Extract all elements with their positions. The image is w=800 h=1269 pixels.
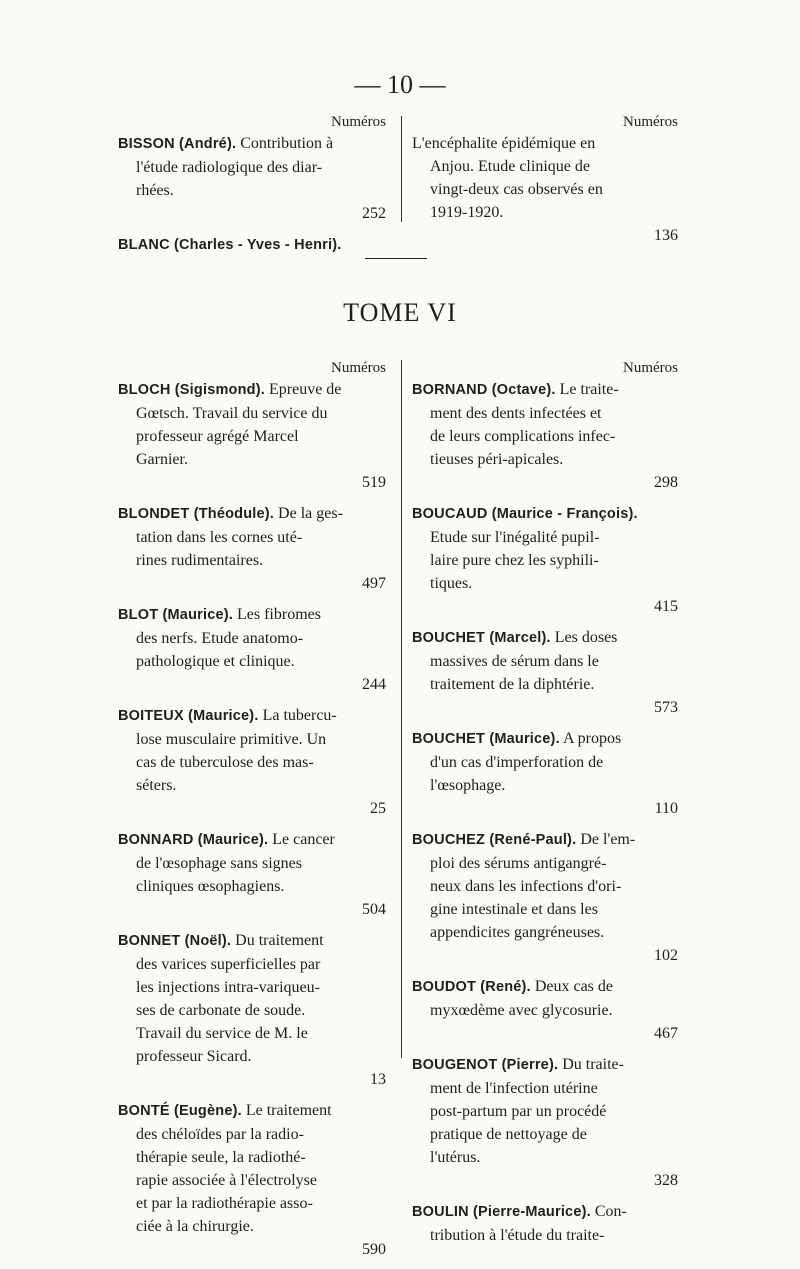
entry-line	[412, 921, 678, 944]
entry-number: 504	[362, 901, 386, 918]
entry-line-text	[136, 731, 326, 748]
entry-line	[118, 898, 386, 921]
entry-line	[412, 650, 678, 673]
entry-line	[118, 378, 386, 402]
entry-line-text	[136, 630, 303, 647]
title-text: 1919-1920.	[430, 204, 504, 221]
index-entry	[412, 1053, 678, 1192]
entry-line-text	[430, 653, 599, 670]
entry-line	[118, 156, 386, 179]
entry-line	[118, 572, 386, 595]
entry-line-text	[430, 405, 602, 422]
author-name: BLOT (Maurice).	[118, 607, 233, 623]
entry-line	[412, 1169, 678, 1192]
index-entry	[118, 378, 386, 494]
title-text: l'œsophage.	[430, 777, 506, 794]
entry-line-text	[430, 1126, 587, 1143]
entry-line	[412, 201, 678, 224]
author-name: BOUCHEZ (René-Paul).	[412, 832, 577, 848]
index-entry	[412, 828, 678, 967]
title-text: gine intestinale et dans les	[430, 901, 598, 918]
author-name: BOUCAUD (Maurice - François).	[412, 506, 638, 522]
title-text: myxœdème avec glycosurie.	[430, 1002, 613, 1019]
entry-line-text	[118, 381, 341, 398]
entry-line-text	[118, 505, 343, 522]
title-text: tieuses péri-apicales.	[430, 451, 564, 468]
title-text: pratique de nettoyage de	[430, 1126, 587, 1143]
title-text: ploi des sérums antigangré-	[430, 855, 607, 872]
entry-number: 110	[654, 800, 678, 817]
numeros-label: Numéros	[623, 360, 678, 376]
entry-line-text	[430, 924, 604, 941]
title-text: rapie associée à l'électrolyse	[136, 1172, 318, 1189]
entry-line	[118, 953, 386, 976]
title-text: post-partum par un procédé	[430, 1103, 607, 1120]
title-text: De l'em-	[580, 831, 636, 848]
entry-line-text	[136, 1126, 304, 1143]
entry-line	[412, 178, 678, 201]
entry-line	[412, 378, 678, 402]
index-entry	[118, 603, 386, 696]
entry-number: 415	[654, 598, 678, 615]
entry-line	[412, 402, 678, 425]
entry-line-text	[430, 158, 590, 175]
entry-line	[412, 1100, 678, 1123]
entry-line-text	[412, 135, 595, 152]
title-text: Du traitement	[235, 932, 324, 949]
title-text: pathologique et clinique.	[136, 653, 295, 670]
entry-line-text	[136, 653, 295, 670]
entry-line-text	[136, 1149, 306, 1166]
entry-line-text	[412, 505, 638, 522]
index-entry	[412, 132, 678, 247]
entry-line-text	[412, 629, 617, 646]
entry-line-text	[430, 901, 598, 918]
title-text: Contribution à	[240, 135, 334, 152]
entry-number: 497	[362, 575, 386, 592]
title-text: vingt-deux cas observés en	[430, 181, 603, 198]
entry-line-text	[136, 428, 299, 445]
title-text: lose musculaire primitive. Un	[136, 731, 327, 748]
title-text: de leurs complications infec-	[430, 428, 616, 445]
title-text: traitement de la diphtérie.	[430, 676, 595, 693]
numeros-label: Numéros	[331, 114, 386, 130]
entry-line-text	[430, 777, 505, 794]
title-text: tribution à l'étude du traite-	[430, 1227, 605, 1244]
page-number: — 10 —	[354, 70, 446, 99]
top-index-section	[118, 112, 683, 265]
entry-line-text	[412, 730, 621, 747]
entry-line	[118, 202, 386, 225]
tome-columns	[118, 358, 683, 1269]
entry-line	[118, 1068, 386, 1091]
entry-line-text	[136, 878, 284, 895]
entry-line	[118, 526, 386, 549]
title-text: Gœtsch. Travail du service du	[136, 405, 328, 422]
entry-line-text	[412, 1203, 627, 1220]
index-entry	[118, 704, 386, 820]
entry-line-text	[430, 878, 621, 895]
title-text: Etude sur l'inégalité pupil-	[430, 529, 600, 546]
title-text: cas de tuberculose des mas-	[136, 754, 314, 771]
entry-line-text	[412, 381, 619, 398]
entry-line-text	[136, 754, 314, 771]
entry-line	[118, 976, 386, 999]
numeros-label: Numéros	[331, 360, 386, 376]
entry-line-text	[136, 405, 328, 422]
entry-line-text	[430, 1227, 604, 1244]
index-entry	[412, 378, 678, 494]
author-name: BISSON (André).	[118, 136, 237, 152]
title-text: tiques.	[430, 575, 473, 592]
title-text: tation dans les cornes uté-	[136, 529, 303, 546]
index-entry	[412, 626, 678, 719]
title-text: et par la radiothérapie asso-	[136, 1195, 313, 1212]
entry-line	[412, 1146, 678, 1169]
title-text: rhées.	[136, 182, 174, 199]
entry-line	[118, 1045, 386, 1068]
entry-line	[118, 728, 386, 751]
title-text: laire pure chez les syphili-	[430, 552, 599, 569]
author-name: BOUCHET (Marcel).	[412, 630, 551, 646]
index-entry	[118, 132, 386, 225]
title-text: de l'œsophage sans signes	[136, 855, 302, 872]
title-text: La tubercu-	[262, 707, 337, 724]
title-text: l'utérus.	[430, 1149, 481, 1166]
entry-line	[412, 898, 678, 921]
author-name: BONNET (Noël).	[118, 933, 232, 949]
entry-line	[118, 1169, 386, 1192]
index-entry	[412, 975, 678, 1045]
entry-number: 590	[362, 1241, 386, 1258]
entry-line	[118, 425, 386, 448]
title-text: Le cancer	[272, 831, 335, 848]
entry-line-text	[430, 575, 472, 592]
entry-number: 102	[654, 947, 678, 964]
column-divider	[401, 360, 402, 1058]
title-text: massives de sérum dans le	[430, 653, 599, 670]
index-entry	[118, 828, 386, 921]
entry-line	[118, 549, 386, 572]
entry-number: 328	[654, 1172, 678, 1189]
entry-line-text	[136, 529, 302, 546]
author-name: BOUCHET (Maurice).	[412, 731, 560, 747]
entry-line-text	[430, 204, 503, 221]
author-name: BORNAND (Octave).	[412, 382, 556, 398]
entry-line	[412, 471, 678, 494]
entry-line-text	[118, 135, 333, 152]
entry-line	[118, 233, 386, 257]
entry-line-text	[430, 529, 600, 546]
entry-number: 298	[654, 474, 678, 491]
column-divider	[401, 116, 402, 222]
entry-line	[118, 1022, 386, 1045]
title-text: A propos	[562, 730, 622, 747]
author-name: BOUDOT (René).	[412, 979, 531, 995]
entry-line	[412, 1123, 678, 1146]
entry-line	[118, 751, 386, 774]
entry-line-text	[430, 1080, 598, 1097]
entry-line	[412, 774, 678, 797]
title-text: Le traite-	[559, 381, 619, 398]
title-text: ment des dents infectées et	[430, 405, 602, 422]
title-text: professeur agrégé Marcel	[136, 428, 299, 445]
entry-line	[118, 1099, 386, 1123]
entry-line	[412, 751, 678, 774]
entry-line-text	[136, 979, 320, 996]
entry-line	[412, 595, 678, 618]
top-right-column	[398, 112, 678, 265]
entry-line-text	[118, 831, 335, 848]
entry-line-text	[430, 855, 606, 872]
entry-number: 252	[362, 205, 386, 222]
entry-line-text	[430, 1002, 613, 1019]
entry-line	[412, 1077, 678, 1100]
title-text: séters.	[136, 777, 177, 794]
entry-line-text	[430, 181, 603, 198]
entry-line-text	[430, 1103, 606, 1120]
index-entry	[412, 1200, 678, 1247]
entry-line	[118, 402, 386, 425]
entry-line	[118, 999, 386, 1022]
author-name: BOITEUX (Maurice).	[118, 708, 259, 724]
title-text: Les fibromes	[236, 606, 321, 623]
entry-number: 467	[654, 1025, 678, 1042]
entry-line	[412, 673, 678, 696]
author-name: BOUGENOT (Pierre).	[412, 1057, 559, 1073]
title-text: Con-	[594, 1203, 627, 1220]
title-text: appendicites gangréneuses.	[430, 924, 605, 941]
entry-line	[412, 696, 678, 719]
entry-line	[412, 502, 678, 526]
entry-line	[118, 774, 386, 797]
entry-line-text	[118, 932, 324, 949]
entry-line	[118, 179, 386, 202]
entry-line	[118, 502, 386, 526]
entry-line	[118, 1238, 386, 1261]
author-name: BLANC (Charles - Yves - Henri).	[118, 237, 342, 253]
entry-line-text	[430, 1149, 480, 1166]
entry-line	[118, 704, 386, 728]
entry-line-text	[430, 754, 603, 771]
entry-line-text	[136, 159, 322, 176]
index-entry	[118, 502, 386, 595]
entry-number: 573	[654, 699, 678, 716]
entry-line-text	[136, 552, 263, 569]
entry-line	[412, 572, 678, 595]
entry-line-text	[430, 552, 599, 569]
title-text: professeur Sicard.	[136, 1048, 252, 1065]
title-text: De la ges-	[278, 505, 343, 522]
entry-line-text	[136, 777, 176, 794]
title-text: Du traite-	[562, 1056, 624, 1073]
entry-line	[412, 448, 678, 471]
title-text: thérapie seule, la radiothé-	[136, 1149, 306, 1166]
entry-line	[412, 526, 678, 549]
title-text: les injections intra-variqueu-	[136, 979, 320, 996]
entry-line	[412, 1053, 678, 1077]
tome-title: TOME VI	[343, 298, 457, 327]
title-text: ment de l'infection utérine	[430, 1080, 598, 1097]
author-name: BLOCH (Sigismond).	[118, 382, 265, 398]
author-name: BLONDET (Théodule).	[118, 506, 275, 522]
entry-number: 244	[362, 676, 386, 693]
entry-line	[118, 929, 386, 953]
top-left-column	[118, 112, 398, 265]
index-entry	[412, 727, 678, 820]
entry-number: 13	[370, 1071, 386, 1088]
entry-line	[118, 828, 386, 852]
entry-line	[118, 852, 386, 875]
entry-line	[412, 425, 678, 448]
title-text: des varices superficielles par	[136, 956, 321, 973]
entry-line	[412, 975, 678, 999]
entry-line	[412, 155, 678, 178]
entry-line	[118, 797, 386, 820]
entry-line	[118, 448, 386, 471]
section-rule	[365, 258, 427, 259]
title-text: Le traitement	[245, 1102, 332, 1119]
entry-line-text	[412, 978, 613, 995]
title-text: L'encéphalite épidémique en	[412, 135, 596, 152]
entry-line-text	[430, 676, 594, 693]
entry-line	[412, 875, 678, 898]
entry-line	[118, 673, 386, 696]
entry-line-text	[118, 1102, 332, 1119]
entry-line-text	[136, 1025, 308, 1042]
title-text: ses de carbonate de soude.	[136, 1002, 306, 1019]
entry-line	[118, 1123, 386, 1146]
title-text: rines rudimentaires.	[136, 552, 264, 569]
entry-line-text	[430, 428, 615, 445]
entry-line-text	[118, 236, 342, 253]
entry-line	[118, 132, 386, 156]
title-text: d'un cas d'imperforation de	[430, 754, 604, 771]
title-text: Les doses	[554, 629, 618, 646]
entry-line-text	[136, 451, 188, 468]
entry-line	[412, 999, 678, 1022]
entry-line	[412, 1200, 678, 1224]
title-text: ciée à la chirurgie.	[136, 1218, 254, 1235]
entry-line	[412, 1022, 678, 1045]
entry-line-text	[136, 1172, 317, 1189]
index-entry	[118, 1099, 386, 1261]
author-name: BOULIN (Pierre-Maurice).	[412, 1204, 591, 1220]
entry-line	[118, 875, 386, 898]
entry-line	[412, 224, 678, 247]
entry-line	[118, 603, 386, 627]
title-text: Deux cas de	[534, 978, 613, 995]
entry-line	[412, 727, 678, 751]
entry-line-text	[412, 1056, 624, 1073]
entry-line-text	[136, 956, 320, 973]
entry-line-text	[118, 707, 337, 724]
title-text: Garnier.	[136, 451, 188, 468]
title-text: cliniques œsophagiens.	[136, 878, 285, 895]
title-text: des chéloïdes par la radio-	[136, 1126, 304, 1143]
entry-line	[412, 828, 678, 852]
entry-line	[118, 627, 386, 650]
title-text: neux dans les infections d'ori-	[430, 878, 622, 895]
entry-line	[118, 471, 386, 494]
entry-line-text	[136, 1048, 252, 1065]
entry-line	[412, 132, 678, 155]
entry-line	[412, 852, 678, 875]
index-entry	[412, 502, 678, 618]
entry-number: 25	[370, 800, 386, 817]
title-text: Epreuve de	[268, 381, 342, 398]
title-text: des nerfs. Etude anatomo-	[136, 630, 304, 647]
author-name: BONTÉ (Eugène).	[118, 1103, 242, 1119]
entry-line	[412, 944, 678, 967]
tome-right-column	[398, 358, 678, 1269]
entry-number: 136	[654, 227, 678, 244]
entry-line-text	[136, 1218, 254, 1235]
numeros-label: Numéros	[623, 114, 678, 130]
entry-line	[118, 1192, 386, 1215]
entry-line	[412, 797, 678, 820]
entry-line-text	[412, 831, 635, 848]
entry-line-text	[136, 1195, 313, 1212]
entry-line	[412, 549, 678, 572]
title-text: l'étude radiologique des diar-	[136, 159, 323, 176]
entry-line	[118, 650, 386, 673]
entry-line-text	[136, 1002, 305, 1019]
tome-index-section	[118, 358, 683, 1269]
author-name: BONNARD (Maurice).	[118, 832, 269, 848]
index-entry	[118, 233, 386, 257]
title-text: Anjou. Etude clinique de	[430, 158, 590, 175]
entry-line-text	[118, 606, 321, 623]
entry-line-text	[430, 451, 563, 468]
entry-number: 519	[362, 474, 386, 491]
title-text: Travail du service de M. le	[136, 1025, 308, 1042]
entry-line-text	[136, 855, 302, 872]
index-entry	[118, 929, 386, 1091]
tome-left-column	[118, 358, 398, 1269]
entry-line-text	[136, 182, 174, 199]
entry-line	[412, 626, 678, 650]
entry-line	[118, 1146, 386, 1169]
entry-line	[118, 1215, 386, 1238]
top-columns	[118, 112, 683, 265]
entry-line	[412, 1224, 678, 1247]
